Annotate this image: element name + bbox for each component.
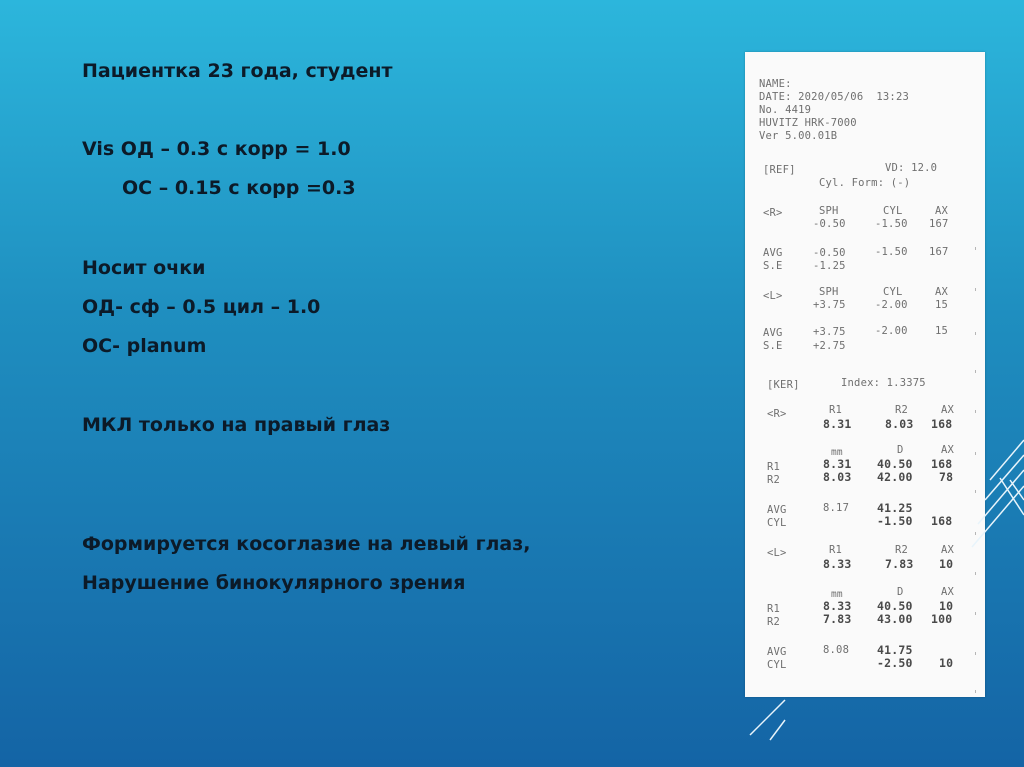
ker-title: [KER]: [767, 379, 800, 391]
ker-right-avg-label: AVG: [767, 504, 787, 516]
ker-left-ax-header: AX: [941, 544, 955, 556]
ker-left-row1-d: 40.50: [877, 599, 913, 613]
printout-name: NAME:: [759, 78, 792, 90]
ker-right-avg-d: 41.25: [877, 501, 913, 515]
ker-right-r2: 8.03: [885, 417, 914, 431]
ker-left-cyl-label: CYL: [767, 659, 787, 671]
ker-left-avg-d: 41.75: [877, 643, 913, 657]
ker-left-row1-mm: 8.33: [823, 599, 852, 613]
os-glasses-line: ОС- planum: [82, 335, 207, 357]
deco-line: [1010, 480, 1024, 500]
printout-number: No. 4419: [759, 104, 812, 116]
ker-left-ax: 10: [939, 557, 954, 571]
deco-line: [985, 455, 1024, 500]
ref-right-ax-header: AX: [935, 205, 949, 217]
ker-right-ax2-header: AX: [941, 444, 955, 456]
ker-right-row1-ax: 168: [931, 457, 953, 471]
ref-vd: VD: 12.0: [885, 162, 938, 174]
printout-version: Ver 5.00.01B: [759, 130, 838, 142]
ref-left-sph-header: SPH: [819, 286, 839, 298]
binocular-line: Нарушение бинокулярного зрения: [82, 572, 466, 594]
perforation-tick: [975, 370, 976, 373]
od-glasses-line: ОД- сф – 0.5 цил – 1.0: [82, 296, 321, 318]
ker-left-r1-header: R1: [829, 544, 843, 556]
ker-left-eye: <L>: [767, 547, 787, 559]
ker-right-r1-header: R1: [829, 404, 843, 416]
ker-left-d-header: D: [897, 586, 904, 598]
ref-right-sph: -0.50: [813, 218, 846, 230]
ker-left-r2-header: R2: [895, 544, 909, 556]
mkl-line: МКЛ только на правый глаз: [82, 414, 391, 436]
ker-left-row1-ax: 10: [939, 599, 954, 613]
ref-right-se-label: S.E: [763, 260, 783, 272]
ref-left-ax: 15: [935, 299, 949, 311]
ker-right-cyl-label: CYL: [767, 517, 787, 529]
ref-left-avg-sph: +3.75: [813, 326, 846, 338]
ker-right-ax-header: AX: [941, 404, 955, 416]
ref-title: [REF]: [763, 164, 796, 176]
ref-right-eye: <R>: [763, 207, 783, 219]
ref-left-avg-label: AVG: [763, 327, 783, 339]
patient-line: Пациентка 23 года, студент: [82, 60, 393, 82]
ref-right-avg-sph: -0.50: [813, 247, 846, 259]
perforation-tick: [975, 452, 976, 455]
ref-right-avg-cyl: -1.50: [875, 246, 908, 258]
perforation-tick: [975, 410, 976, 413]
ref-right-avg-label: AVG: [763, 247, 783, 259]
ker-right-cyl-value: -1.50: [877, 514, 913, 528]
ker-right-cyl-ax: 168: [931, 514, 953, 528]
ker-left-mm-header: mm: [831, 589, 843, 600]
ref-left-avg-cyl: -2.00: [875, 325, 908, 337]
ker-left-row2-ax: 100: [931, 612, 953, 626]
ker-right-row1-d: 40.50: [877, 457, 913, 471]
ker-right-r1: 8.31: [823, 417, 852, 431]
ker-left-row2-mm: 7.83: [823, 612, 852, 626]
ker-right-avg-mm: 8.17: [823, 502, 850, 514]
ker-left-avg-mm: 8.08: [823, 644, 850, 656]
ref-left-avg-ax: 15: [935, 325, 949, 337]
ker-right-row1-label: R1: [767, 461, 781, 473]
perforation-tick: [975, 652, 976, 655]
ker-left-r2: 7.83: [885, 557, 914, 571]
ker-right-d-header: D: [897, 444, 904, 456]
ref-left-ax-header: AX: [935, 286, 949, 298]
perforation-tick: [975, 247, 976, 250]
deco-line: [990, 440, 1024, 480]
ker-right-mm-header: mm: [831, 447, 843, 458]
ref-left-sph: +3.75: [813, 299, 846, 311]
ker-right-eye: <R>: [767, 408, 787, 420]
deco-line: [750, 700, 785, 735]
glasses-line: Носит очки: [82, 257, 206, 279]
ref-left-cyl: -2.00: [875, 299, 908, 311]
ref-left-se: +2.75: [813, 340, 846, 352]
printout-device: HUVITZ HRK-7000: [759, 117, 857, 129]
ker-right-row2-label: R2: [767, 474, 781, 486]
ker-right-row2-ax: 78: [939, 470, 954, 484]
ker-left-r1: 8.33: [823, 557, 852, 571]
ker-right-ax: 168: [931, 417, 953, 431]
ker-left-cyl-ax: 10: [939, 656, 954, 670]
ker-right-row2-d: 42.00: [877, 470, 913, 484]
strabismus-line: Формируется косоглазие на левый глаз,: [82, 533, 531, 555]
perforation-tick: [975, 490, 976, 493]
ref-right-sph-header: SPH: [819, 205, 839, 217]
ref-right-se: -1.25: [813, 260, 846, 272]
ker-left-row2-d: 43.00: [877, 612, 913, 626]
ker-left-row2-label: R2: [767, 616, 781, 628]
ref-right-avg-ax: 167: [929, 246, 949, 258]
perforation-tick: [975, 612, 976, 615]
ker-right-row1-mm: 8.31: [823, 457, 852, 471]
ref-left-eye: <L>: [763, 290, 783, 302]
ref-cyl-form: Cyl. Form: (-): [819, 177, 911, 189]
printout-date: DATE: 2020/05/06 13:23: [759, 91, 909, 103]
perforation-tick: [975, 690, 976, 693]
ker-left-cyl-value: -2.50: [877, 656, 913, 670]
ref-right-cyl-header: CYL: [883, 205, 903, 217]
ker-left-ax2-header: AX: [941, 586, 955, 598]
deco-line: [1000, 478, 1024, 515]
ker-right-r2-header: R2: [895, 404, 909, 416]
vis-os-line: ОС – 0.15 с корр =0.3: [122, 177, 356, 199]
ker-right-row2-mm: 8.03: [823, 470, 852, 484]
perforation-tick: [975, 572, 976, 575]
ker-left-avg-label: AVG: [767, 646, 787, 658]
perforation-tick: [975, 288, 976, 291]
ref-left-se-label: S.E: [763, 340, 783, 352]
deco-line: [770, 720, 785, 740]
ker-left-row1-label: R1: [767, 603, 781, 615]
ker-index: Index: 1.3375: [841, 377, 926, 389]
ref-right-ax: 167: [929, 218, 949, 230]
vis-od-line: Vis ОД – 0.3 с корр = 1.0: [82, 138, 351, 160]
perforation-tick: [975, 532, 976, 535]
ref-left-cyl-header: CYL: [883, 286, 903, 298]
perforation-tick: [975, 332, 976, 335]
ref-right-cyl: -1.50: [875, 218, 908, 230]
autorefractometer-printout: [745, 52, 985, 697]
